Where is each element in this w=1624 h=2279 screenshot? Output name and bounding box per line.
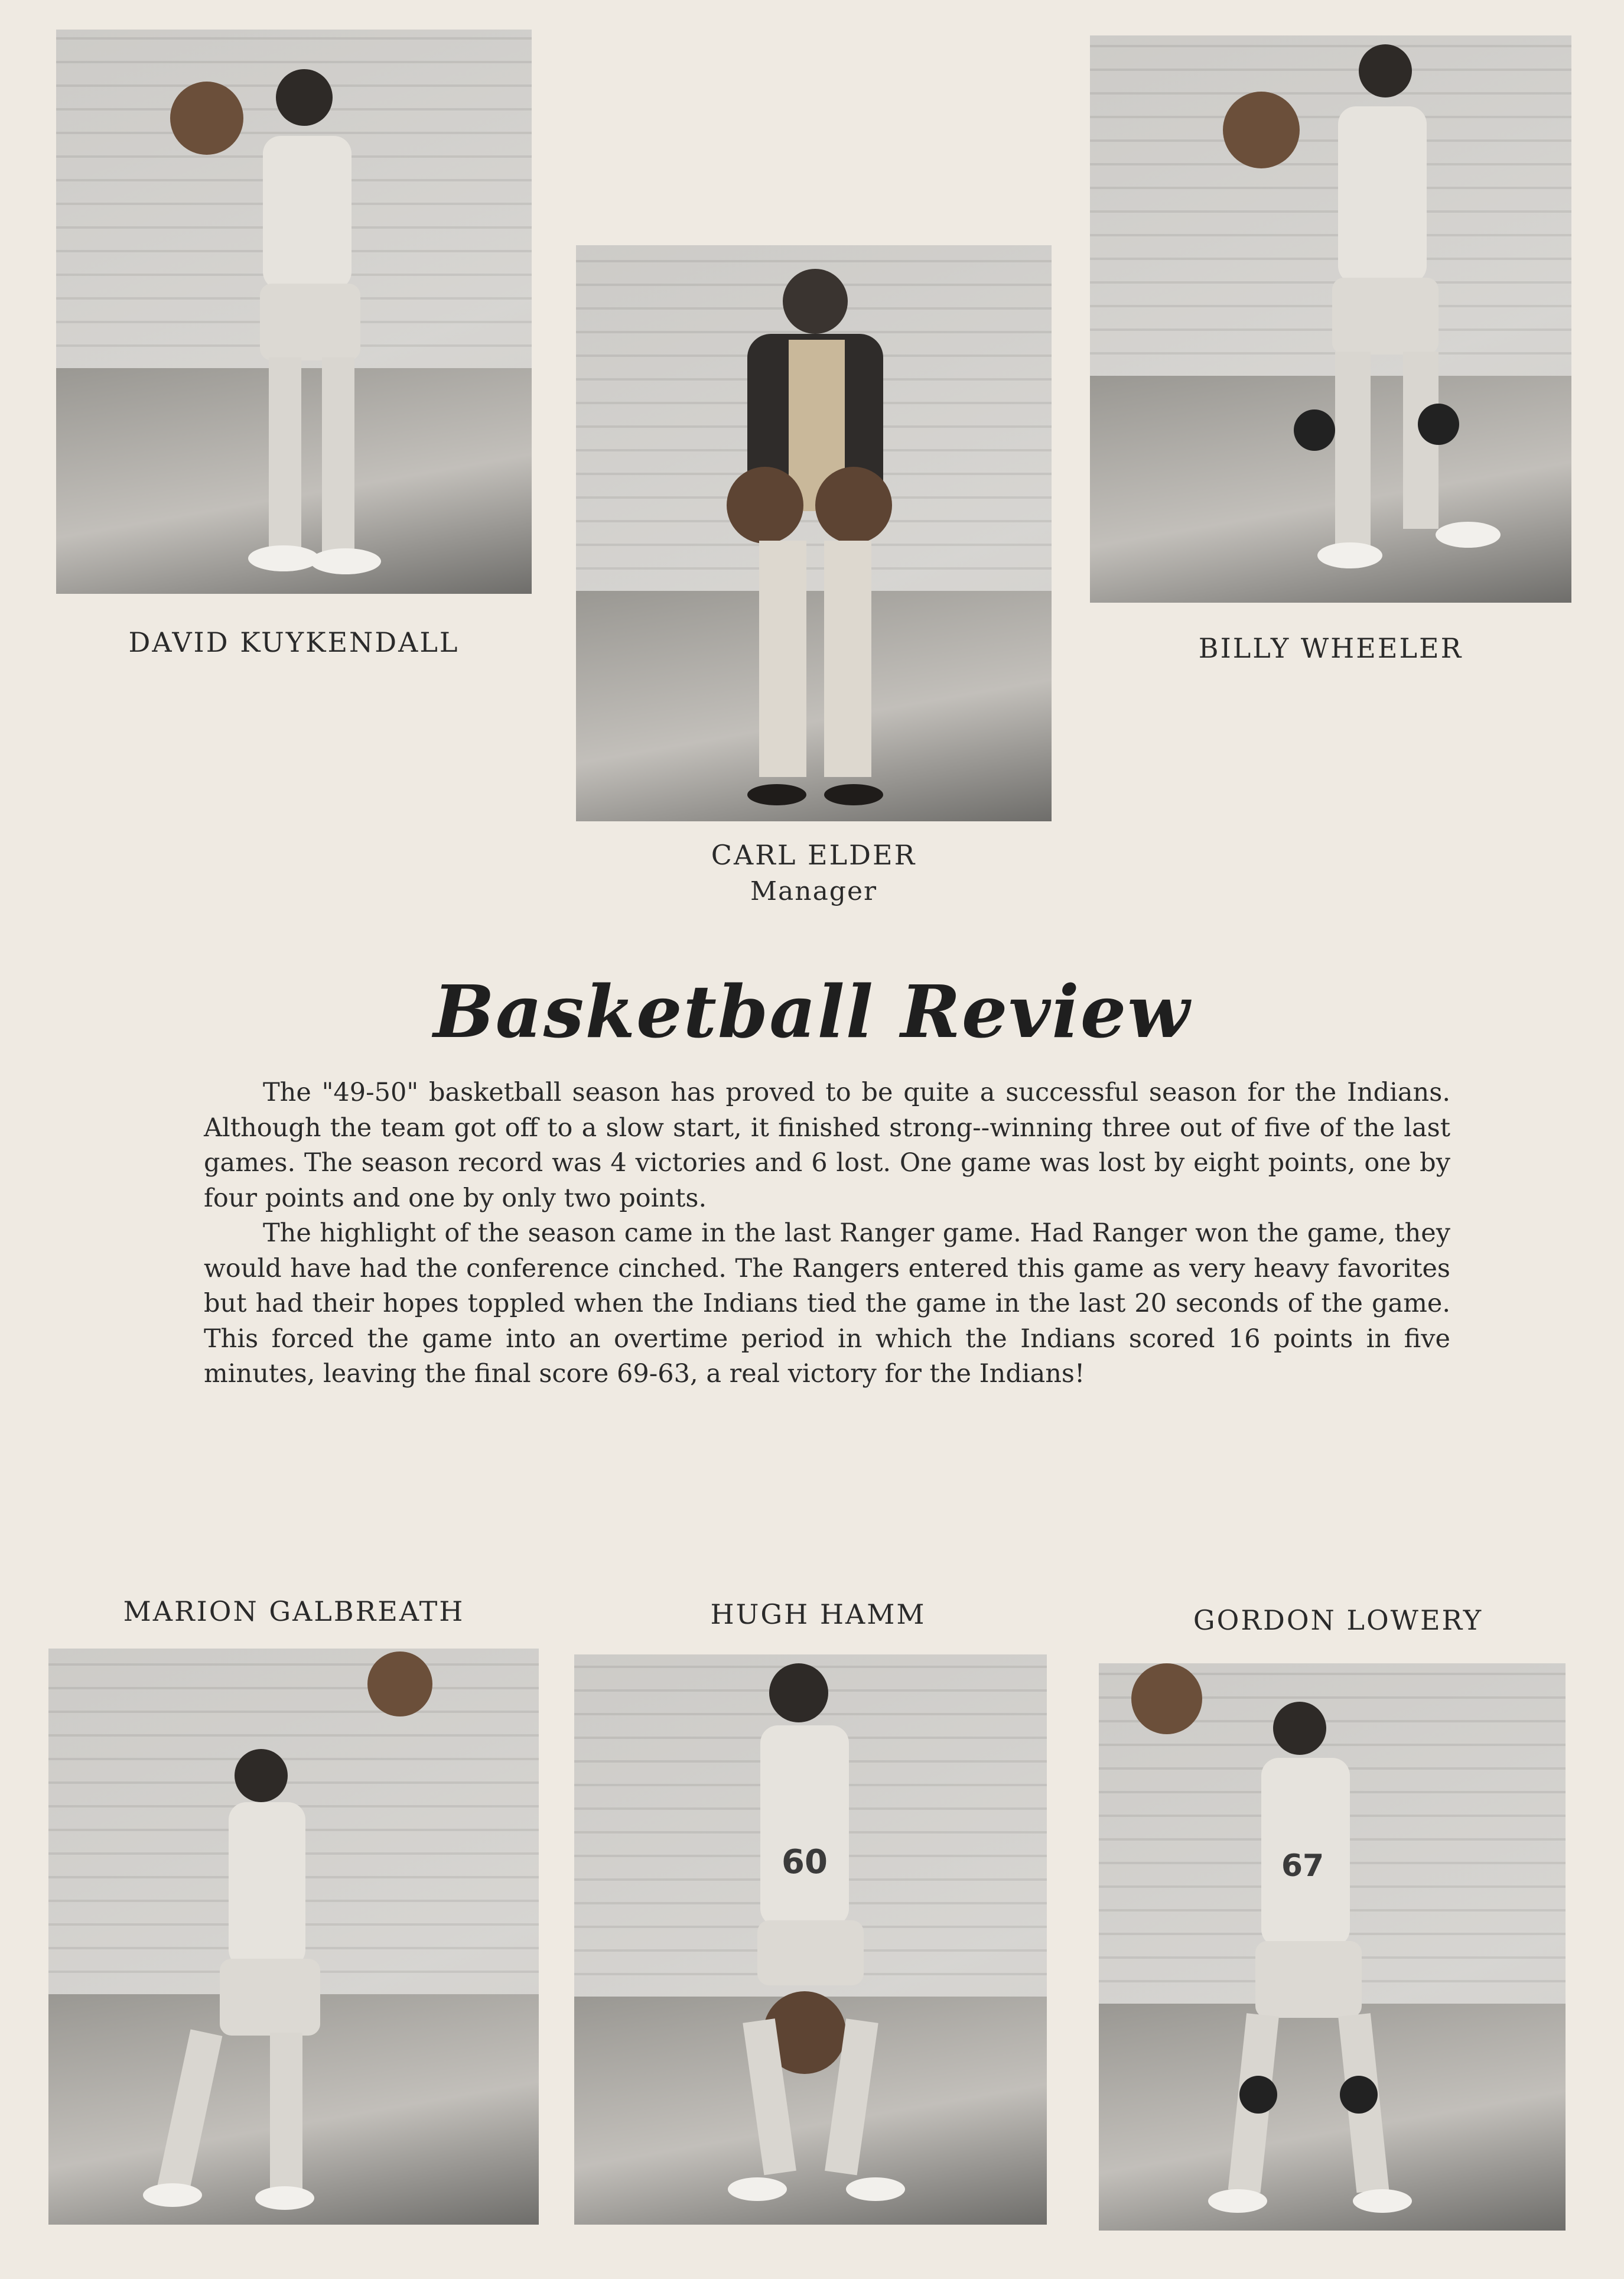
jersey-number: 60 [782, 1843, 828, 1881]
photo-david-kuykendall [56, 30, 532, 594]
player-figure-icon [574, 1654, 1047, 2225]
player-figure-icon [48, 1649, 539, 2225]
caption-hugh-hamm: HUGH HAMM [710, 1598, 926, 1630]
player-figure-icon [56, 30, 532, 594]
article-paragraph: The "49-50" basketball season has proved to be quite a successful season for the Indians. Although the team got off to a slow start, it finished strong--winning three out of five of the last games. The season record was 4 victories and 6 lost. One game was lost by eight points, one by four points and one by only two points. [204, 1078, 1450, 1213]
caption-gordon-lowery: GORDON LOWERY [1193, 1604, 1483, 1636]
photo-marion-galbreath [48, 1649, 539, 2225]
caption-billy-wheeler: BILLY WHEELER [1198, 632, 1463, 664]
caption-marion-galbreath: MARION GALBREATH [123, 1595, 465, 1627]
player-figure-icon [1090, 35, 1571, 603]
jersey-number: 67 [1281, 1848, 1324, 1884]
caption-david-kuykendall: DAVID KUYKENDALL [128, 626, 460, 658]
page-title: Basketball Review [433, 969, 1191, 1054]
manager-figure-icon [576, 245, 1052, 821]
photo-gordon-lowery [1099, 1663, 1566, 2231]
photo-hugh-hamm [574, 1654, 1047, 2225]
caption-carl-elder-role: Manager [750, 876, 878, 906]
player-figure-icon [1099, 1663, 1566, 2231]
caption-carl-elder: CARL ELDER [711, 839, 917, 871]
article-paragraph: The highlight of the season came in the last Ranger game. Had Ranger won the game, they would have had the conference cinched. The Rangers entered this game as very heavy favorites but had their hopes toppled when the Indians tied the game in the last 20 seconds of the game. This forced the game into an overtime period in which the Indians scored 16 points in five minutes, leaving the final score 69-63, a real victory for the Indians! [204, 1218, 1450, 1389]
article-body [204, 1075, 1450, 1392]
photo-billy-wheeler [1090, 35, 1571, 603]
photo-carl-elder [576, 245, 1052, 821]
